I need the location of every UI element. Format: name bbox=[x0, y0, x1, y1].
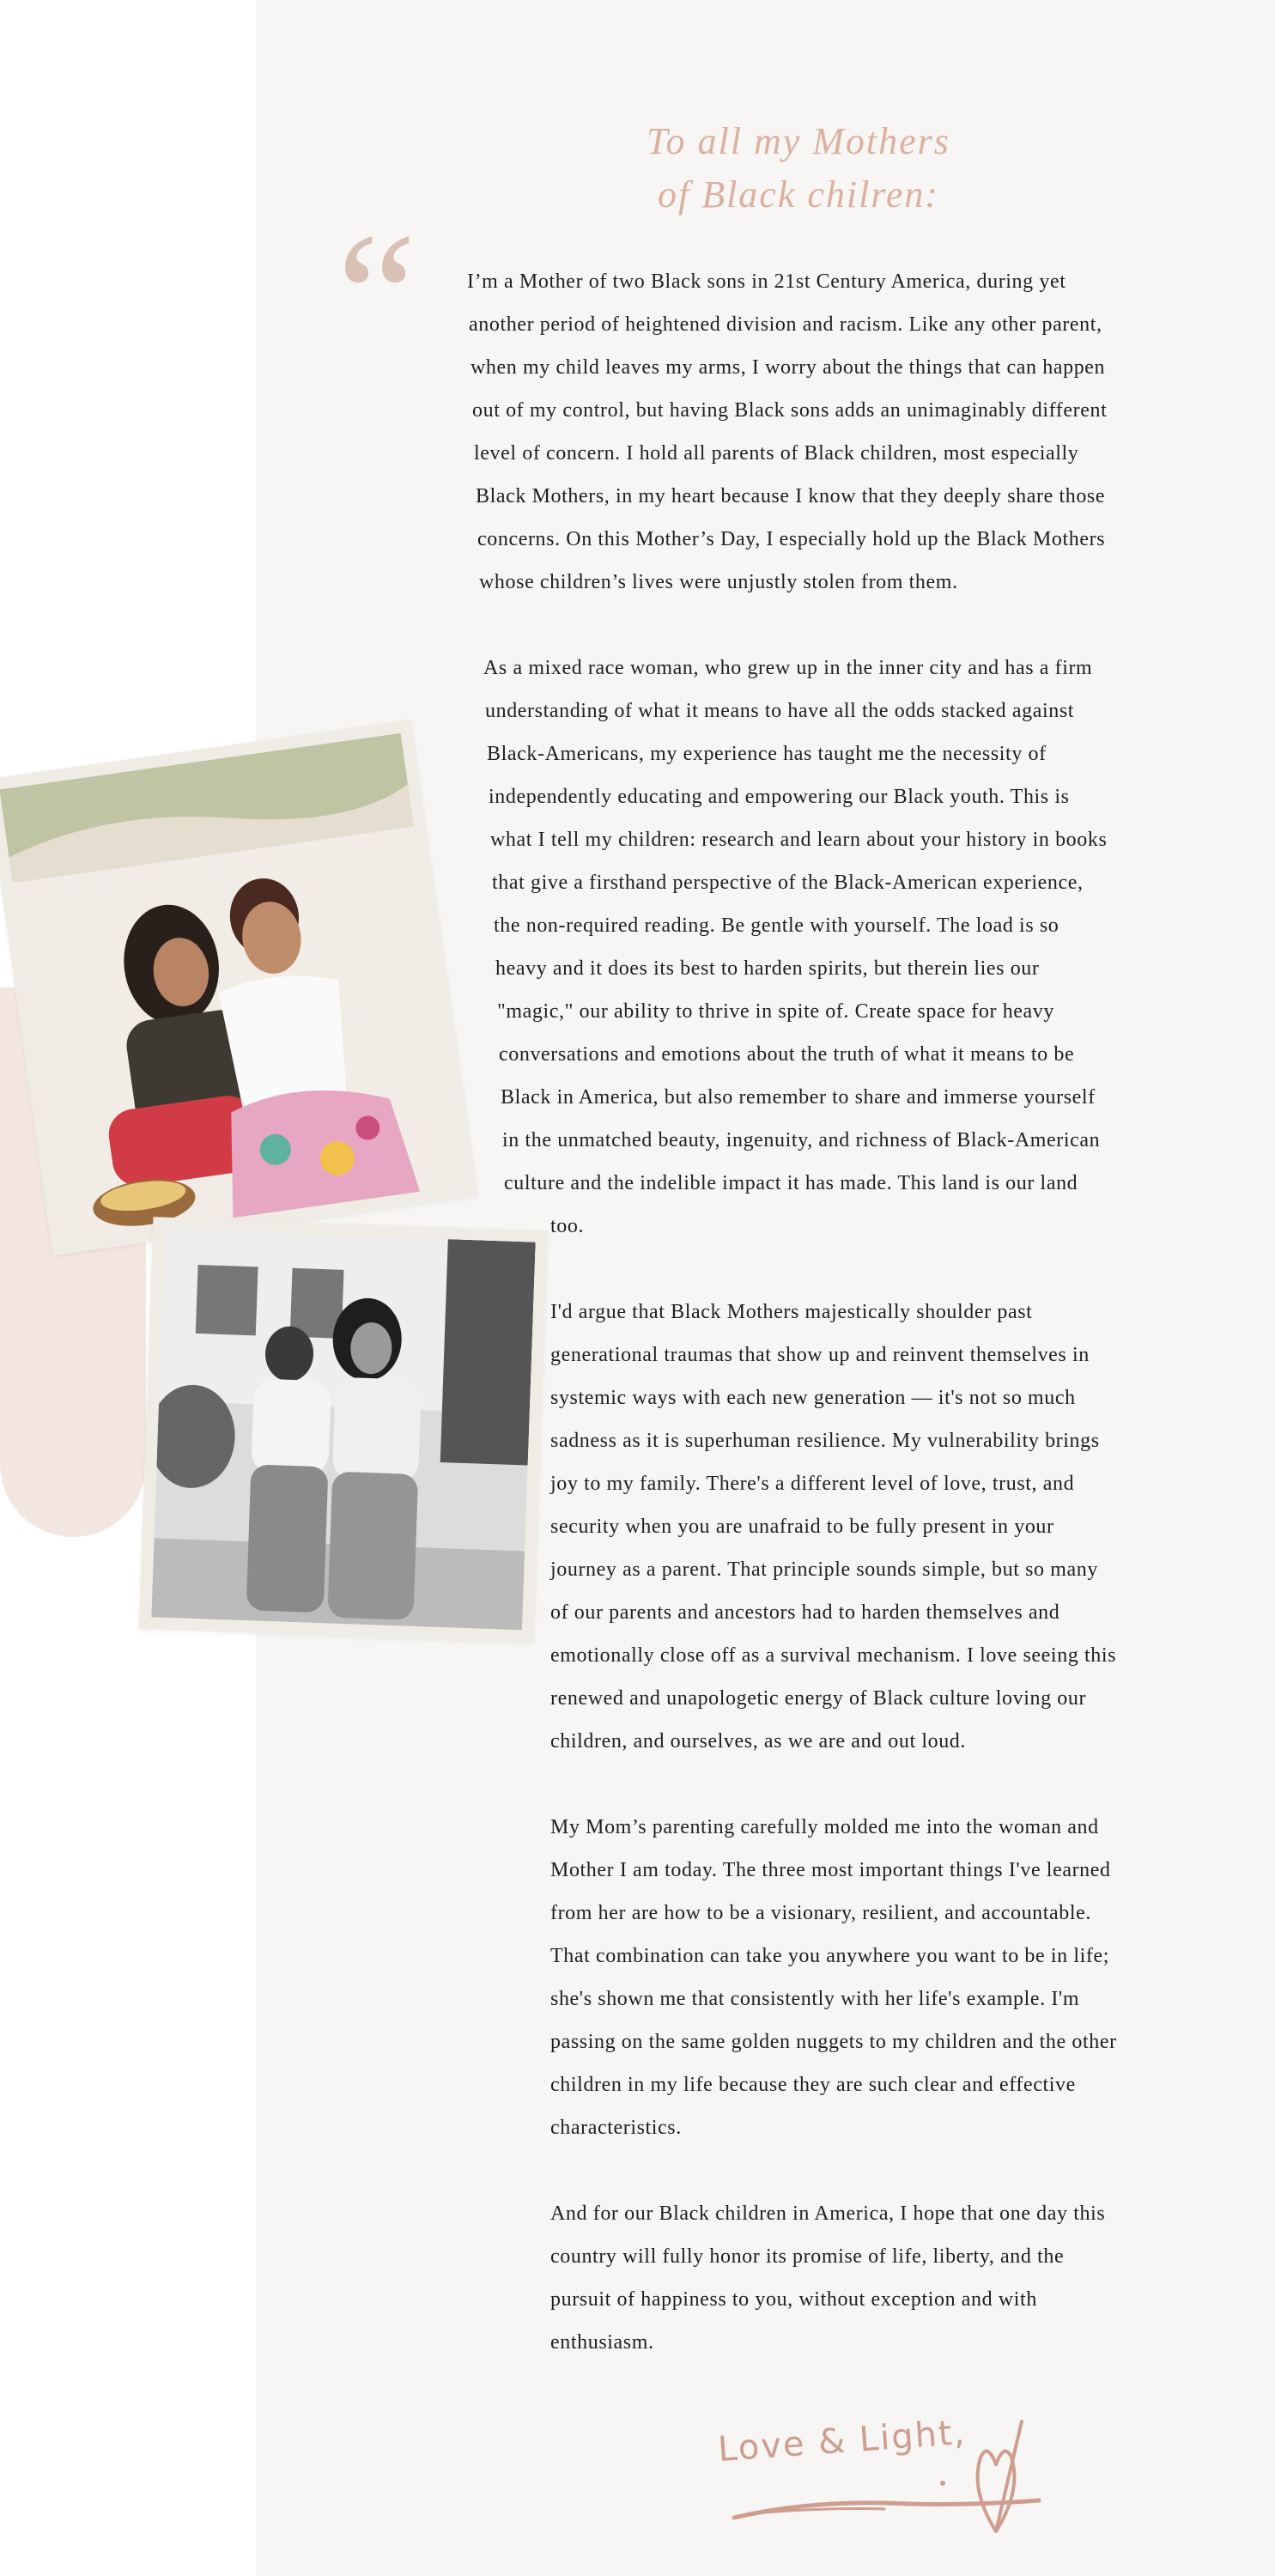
text-line: generational traumas that show up and reinvent themselves in bbox=[550, 1344, 1090, 1366]
text-line: culture and the indelible impact it has made. This land is our land bbox=[504, 1172, 1078, 1194]
text-line: security when you are unafraid to be fully present in your bbox=[550, 1516, 1054, 1538]
text-line: As a mixed race woman, who grew up in the inner city and has a firm bbox=[483, 657, 1093, 679]
text-line: That combination can take you anywhere you want to be in life; bbox=[550, 1945, 1110, 1967]
text-line: emotionally close off as a survival mechanism. I love seeing this bbox=[550, 1644, 1117, 1667]
quote-mark-icon: “ bbox=[337, 197, 417, 396]
text-line: that give a firsthand perspective of the Black-American experience, bbox=[492, 872, 1084, 894]
text-line: renewed and unapologetic energy of Black culture loving our bbox=[550, 1687, 1087, 1710]
text-line: when my child leaves my arms, I worry about the things that can happen bbox=[471, 356, 1106, 379]
text-line: children, and ourselves, as we are and out loud. bbox=[550, 1730, 966, 1753]
text-line: level of concern. I hold all parents of Black children, most especially bbox=[474, 442, 1079, 465]
text-line: characteristics. bbox=[550, 2117, 682, 2139]
text-line: joy to my family. There's a different level of love, trust, and bbox=[550, 1473, 1075, 1495]
text-line: Black-Americans, my experience has taught me the necessity of bbox=[487, 743, 1047, 765]
text-line: the non-required reading. Be gentle with yourself. The load is so bbox=[494, 914, 1059, 937]
text-line: independently educating and empowering our Black youth. This is bbox=[489, 786, 1070, 808]
text-line: Black in America, but also remember to share and immerse yourself bbox=[501, 1086, 1096, 1109]
text-line: systemic ways with each new generation — it's not so much bbox=[550, 1387, 1076, 1409]
text-line: in the unmatched beauty, ingenuity, and richness of Black-American bbox=[502, 1129, 1101, 1151]
text-line: conversations and emotions about the truth of what it means to be bbox=[499, 1043, 1075, 1066]
text-line: Black Mothers, in my heart because I know that they deeply share those bbox=[476, 485, 1106, 507]
letter-title-line-1: To all my Mothers bbox=[647, 120, 950, 162]
text-line: enthusiasm. bbox=[550, 2331, 654, 2354]
text-line: My Mom’s parenting carefully molded me into the woman and bbox=[550, 1816, 1099, 1838]
text-line: of our parents and ancestors had to harden themselves and bbox=[550, 1601, 1060, 1624]
text-line: understanding of what it means to have all the odds stacked against bbox=[485, 700, 1075, 722]
text-line: concerns. On this Mother’s Day, I especially hold up the Black Mothers bbox=[477, 528, 1106, 550]
photo-mothers-color bbox=[0, 720, 478, 1255]
signature-text: Love & Light, bbox=[716, 2412, 968, 2470]
text-line: from her are how to be a visionary, resilient, and accountable. bbox=[550, 1902, 1092, 1924]
text-line: I'd argue that Black Mothers majestically shoulder past bbox=[550, 1301, 1033, 1323]
text-line: Mother I am today. The three most important things I've learned bbox=[550, 1859, 1111, 1881]
text-line: another period of heightened division and racism. Like any other parent, bbox=[469, 313, 1102, 336]
text-line: pursuit of happiness to you, without exception and with bbox=[550, 2288, 1037, 2311]
signature-heart-icon bbox=[713, 2404, 1056, 2550]
photo-mothers-bw bbox=[139, 1217, 548, 1643]
text-line: passing on the same golden nuggets to my children and the other bbox=[550, 2031, 1117, 2053]
text-line: what I tell my children: research and learn about your history in books bbox=[490, 829, 1108, 851]
text-line: children in my life because they are such clear and effective bbox=[550, 2074, 1076, 2096]
text-line: she's shown me that consistently with her life's example. I'm bbox=[550, 1988, 1080, 2010]
text-line: country will fully honor its promise of life, liberty, and the bbox=[550, 2245, 1065, 2268]
text-line: too. bbox=[550, 1215, 585, 1237]
text-line: heavy and it does its best to harden spirits, but therein lies our bbox=[495, 957, 1040, 980]
text-line: And for our Black children in America, I hope that one day this bbox=[550, 2202, 1106, 2225]
text-line: sadness as it is superhuman resilience. My vulnerability brings bbox=[550, 1430, 1100, 1452]
text-line: "magic," our ability to thrive in spite of. Create space for heavy bbox=[497, 1000, 1054, 1023]
text-line: whose children’s lives were unjustly stolen from them. bbox=[479, 571, 958, 593]
signature bbox=[713, 2404, 1056, 2550]
text-line: out of my control, but having Black sons adds an unimaginably different bbox=[472, 399, 1108, 422]
letter-title-line-2: of Black chilren: bbox=[657, 173, 940, 216]
text-line: I’m a Mother of two Black sons in 21st Century America, during yet bbox=[467, 270, 1066, 293]
text-line: journey as a parent. That principle sounds simple, but so many bbox=[550, 1558, 1098, 1581]
